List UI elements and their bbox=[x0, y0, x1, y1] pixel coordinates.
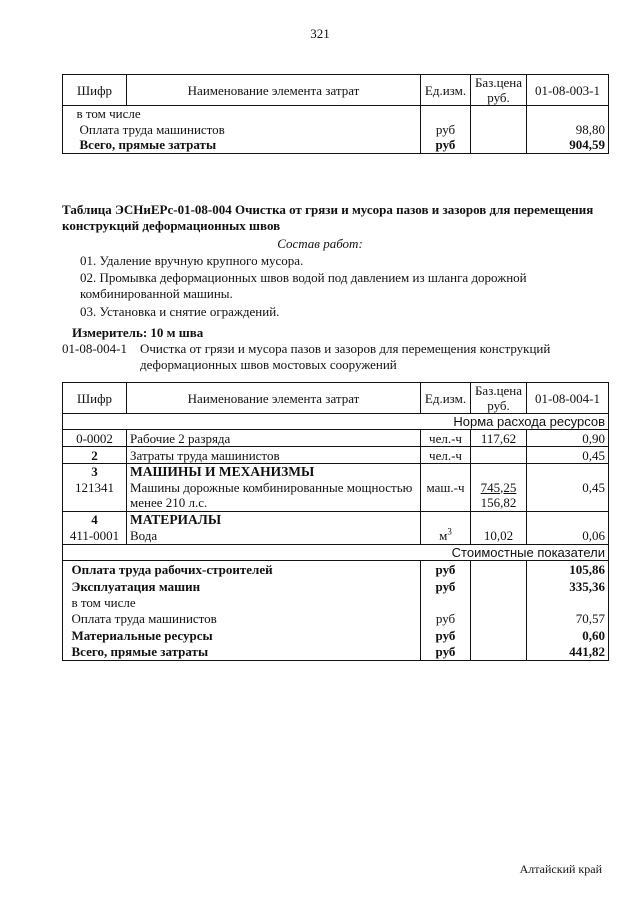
header-unit: Ед.изм. bbox=[421, 75, 471, 106]
meter-label: Измеритель: 10 м шва bbox=[72, 325, 204, 340]
header-price: Баз.цена руб. bbox=[471, 383, 527, 414]
section-code: 4 bbox=[63, 512, 127, 528]
row-value: 0,45 bbox=[527, 480, 609, 512]
norm-code: 01-08-004-1 bbox=[62, 341, 127, 356]
row-unit: маш.-ч bbox=[421, 480, 471, 512]
step-item: 02. Промывка деформационных швов водой под давлением из шланга дорожной комбинированной машины. bbox=[80, 270, 527, 301]
table-row: Оплата труда машинистов bbox=[79, 121, 225, 137]
table-row: Всего, прямые затраты bbox=[69, 644, 363, 661]
row-code: 411-0001 bbox=[63, 528, 127, 545]
resource-table: Шифр Наименование элемента затрат Ед.изм. Баз.цена руб. 01-08-004-1 Норма расхода ресурсов 0-0002 Рабочие 2 разряда чел.-ч 117,62 0,90 2 Затраты труда машинистов чел.-ч 0,45 3 МАШИНЫ И МЕХАНИЗМЫ 121341 Машины дорожные комбинированные мощностью менее 210 л.с. маш.-ч 745,25 156,82 0,45 4 МАТЕРИАЛЫ 411-0001 Вода $м^3$ 10,02 0,06 Стоимостные показатели Оплата труда рабочих-строителей руб 105,86 Эксплуатация машин руб 335,36 в том числе Оплата труда машинистов руб 70,57 Материальные ресурсы руб 0,60 Всего, прямые затраты руб 441,82 bbox=[62, 382, 609, 661]
table-row: Эксплуатация машин bbox=[71, 578, 201, 594]
row-unit: чел.-ч bbox=[421, 430, 471, 447]
header-code: Шифр bbox=[63, 75, 127, 106]
table-row: Затраты труда машинистов bbox=[127, 447, 421, 464]
table-caption: Таблица ЭСНиЕРс-01-08-004 Очистка от грязи и мусора пазов и зазоров для перемещения конструкций деформационных швов bbox=[62, 202, 594, 233]
row-unit: чел.-ч bbox=[421, 447, 471, 464]
header-code: Шифр bbox=[63, 383, 127, 414]
table-row: Рабочие 2 разряда bbox=[127, 430, 421, 447]
step-item: 01. Удаление вручную крупного мусора. bbox=[80, 253, 304, 268]
table-row: Материальные ресурсы bbox=[71, 627, 213, 643]
table-row: Машины дорожные комбинированные мощностью менее 210 л.с. bbox=[127, 480, 421, 512]
header-name: Наименование элемента затрат bbox=[127, 383, 421, 414]
table-row: в том числе bbox=[76, 106, 141, 121]
cost-header: Стоимостные показатели bbox=[63, 545, 609, 561]
table-row: Оплата труда машинистов bbox=[71, 611, 217, 626]
row-price: 117,62 bbox=[471, 430, 527, 447]
continuation-table: Шифр Наименование элемента затрат Ед.изм. Баз.цена руб. 01-08-003-1 в том числе Оплата труда машинистов руб 98,80 Всего, прямые затраты руб 904,59 bbox=[62, 74, 609, 154]
header-unit: Ед.изм. bbox=[421, 383, 471, 414]
row-price: 10,02 bbox=[471, 528, 527, 545]
resource-header: Норма расхода ресурсов bbox=[63, 414, 609, 430]
table-row: Всего, прямые затраты bbox=[77, 137, 371, 153]
row-code: 2 bbox=[63, 447, 127, 464]
row-value: 0,90 bbox=[527, 430, 609, 447]
norm-text: Очистка от грязи и мусора пазов и зазоров для перемещения конструкций деформационных швов мостовых сооружений bbox=[140, 341, 551, 372]
header-name: Наименование элемента затрат bbox=[127, 75, 421, 106]
row-price: 745,25 bbox=[480, 479, 517, 495]
row-price-operator: 156,82 bbox=[480, 494, 517, 510]
header-norm-code: 01-08-004-1 bbox=[527, 383, 609, 414]
page-number: 321 bbox=[310, 26, 330, 41]
section-code: 3 bbox=[63, 464, 127, 480]
table-row: Вода bbox=[127, 528, 421, 545]
row-code: 121341 bbox=[63, 480, 127, 512]
footer-region: Алтайский край bbox=[519, 862, 602, 876]
row-value: 0,45 bbox=[527, 447, 609, 464]
section-title: МАШИНЫ И МЕХАНИЗМЫ bbox=[127, 464, 421, 480]
header-price: Баз.цена руб. bbox=[471, 75, 527, 106]
step-item: 03. Установка и снятие ограждений. bbox=[80, 304, 280, 319]
section-title: МАТЕРИАЛЫ bbox=[127, 512, 421, 528]
row-value: 0,06 bbox=[527, 528, 609, 545]
table-row: Оплата труда рабочих-строителей bbox=[69, 561, 363, 578]
row-unit: $м^3$ bbox=[421, 528, 471, 545]
header-norm-code: 01-08-003-1 bbox=[527, 75, 609, 106]
row-code: 0-0002 bbox=[63, 430, 127, 447]
composition-title: Состав работ: bbox=[277, 236, 363, 251]
table-row: в том числе bbox=[71, 595, 136, 610]
